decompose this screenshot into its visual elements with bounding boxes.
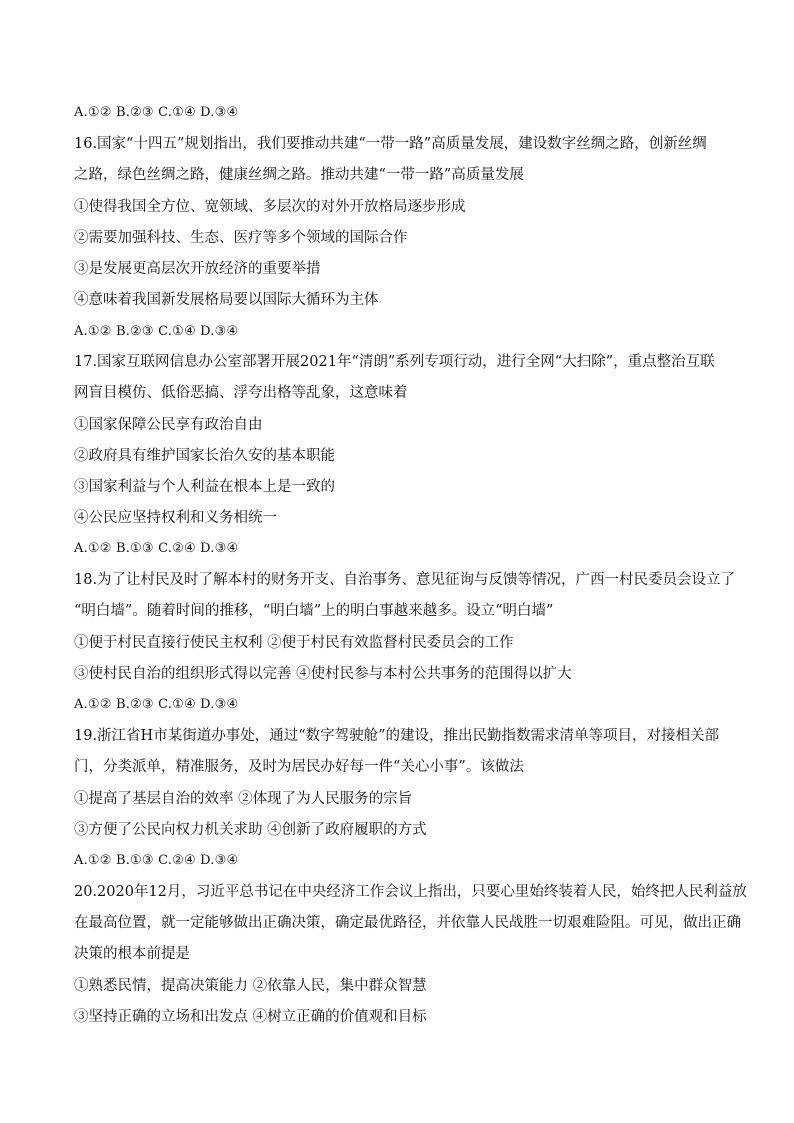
q17-option-3: ③国家利益与个人利益在根本上是一致的 bbox=[74, 479, 335, 495]
q20-options-row-1: ①熟悉民情，提高决策能力 ②依靠人民，集中群众智慧 bbox=[74, 978, 427, 994]
q19-options-row-2: ③方便了公民向权力机关求助 ④创新了政府履职的方式 bbox=[74, 822, 427, 838]
q17-option-4: ④公民应坚持权利和义务相统一 bbox=[74, 510, 277, 526]
q17-answer-choices: A.①② B.①③ C.②④ D.③④ bbox=[74, 541, 239, 556]
q18-options-row-2: ③使村民自治的组织形式得以完善 ④使村民参与本村公共事务的范围得以扩大 bbox=[74, 666, 572, 682]
q16-option-2: ②需要加强科技、生态、医疗等多个领域的国际合作 bbox=[74, 230, 408, 246]
q15-answer-choices: A.①② B.②③ C.①④ D.③④ bbox=[74, 105, 239, 120]
q20-stem-line-2: 在最高位置，就一定能够做出正确决策，确定最优路径，并依靠人民战胜一切艰难险阻。可见，做出正确 bbox=[74, 915, 741, 931]
q18-options-row-1: ①便于村民直接行使民主权利 ②便于村民有效监督村民委员会的工作 bbox=[74, 635, 514, 651]
q20-stem-line-1: 20.2020年12月，习近平总书记在中央经济工作会议上指出，只要心里始终装着人民，始终把人民利益放 bbox=[74, 884, 747, 900]
q18-stem-line-2: “明白墙”。随着时间的推移，“明白墙”上的明白事越来越多。设立“明白墙” bbox=[74, 603, 554, 619]
q19-options-row-1: ①提高了基层自治的效率 ②体现了为人民服务的宗旨 bbox=[74, 791, 413, 807]
q16-option-1: ①使得我国全方位、宽领域、多层次的对外开放格局逐步形成 bbox=[74, 199, 466, 215]
q17-stem-line-2: 网盲目模仿、低俗恶搞、浮夸出格等乱象，这意味着 bbox=[74, 385, 408, 401]
q16-option-4: ④意味着我国新发展格局要以国际大循环为主体 bbox=[74, 292, 379, 308]
q18-answer-choices: A.①② B.②③ C.①④ D.③④ bbox=[74, 697, 239, 712]
q20-stem-line-3: 决策的根本前提是 bbox=[74, 946, 190, 962]
q16-stem-line-1: 16.国家“十四五”规划指出，我们要推动共建“一带一路”高质量发展，建设数字丝绸之路，创新丝绸 bbox=[74, 136, 707, 152]
q19-answer-choices: A.①② B.①③ C.②④ D.③④ bbox=[74, 853, 239, 868]
q16-stem-line-2: 之路，绿色丝绸之路，健康丝绸之路。推动共建“一带一路”高质量发展 bbox=[74, 167, 524, 183]
q18-stem-line-1: 18.为了让村民及时了解本村的财务开支、自治事务、意见征询与反馈等情况，广西一村民委员会设立了 bbox=[74, 572, 736, 588]
q16-answer-choices: A.①② B.②③ C.①④ D.③④ bbox=[74, 324, 239, 339]
q19-stem-line-1: 19.浙江省H市某街道办事处，通过“数字驾驶舱”的建设，推出民勤指数需求清单等项目，对接相关部 bbox=[74, 728, 720, 744]
q20-options-row-2: ③坚持正确的立场和出发点 ④树立正确的价值观和目标 bbox=[74, 1009, 427, 1025]
q17-option-1: ①国家保障公民享有政治自由 bbox=[74, 417, 263, 433]
q17-option-2: ②政府具有维护国家长治久安的基本职能 bbox=[74, 448, 335, 464]
q19-stem-line-2: 门，分类派单，精准服务，及时为居民办好每一件“关心小事”。该做法 bbox=[74, 759, 524, 775]
q17-stem-line-1: 17.国家互联网信息办公室部署开展2021年“清朗”系列专项行动，进行全网“大扫除”，重点整治互联 bbox=[74, 354, 715, 370]
q16-option-3: ③是发展更高层次开放经济的重要举措 bbox=[74, 261, 321, 277]
